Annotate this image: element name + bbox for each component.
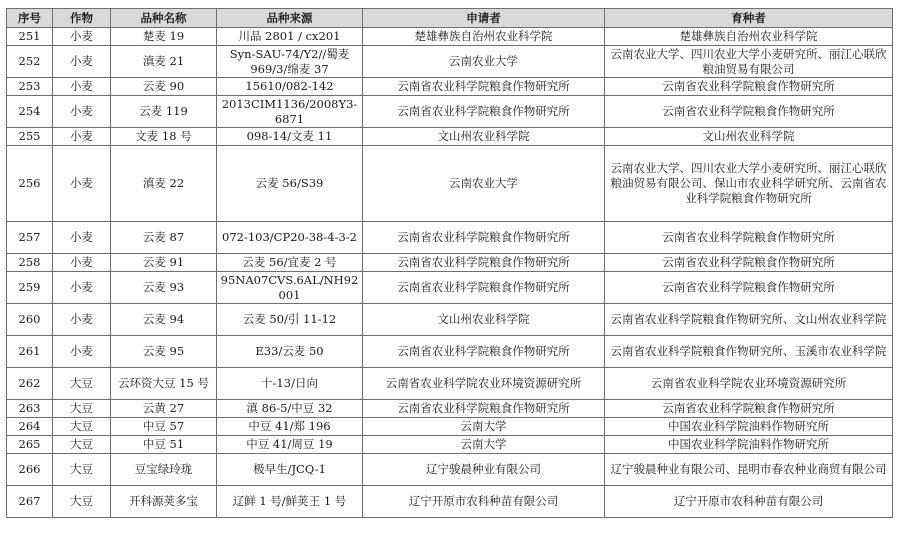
cell-variety: 云麦 119 xyxy=(111,96,217,128)
cell-applicant: 云南省农业科学院粮食作物研究所 xyxy=(363,400,605,418)
cell-variety: 中豆 57 xyxy=(111,418,217,436)
cell-applicant: 云南省农业科学院粮食作物研究所 xyxy=(363,254,605,272)
cell-source: 2013CIM1136/2008Y3-6871 xyxy=(217,96,363,128)
table-row xyxy=(7,486,893,518)
variety-table xyxy=(6,8,893,518)
cell-variety: 云麦 94 xyxy=(111,304,217,336)
cell-source: 滇 86-5/中豆 32 xyxy=(217,400,363,418)
table-row xyxy=(7,400,893,418)
cell-crop: 大豆 xyxy=(53,454,111,486)
cell-crop: 小麦 xyxy=(53,128,111,146)
cell-variety: 开科源荚多宝 xyxy=(111,486,217,518)
cell-applicant: 云南大学 xyxy=(363,436,605,454)
cell-breeder: 云南农业大学、四川农业大学小麦研究所、丽江心联欣粮油贸易有限公司、保山市农业科学研究所、云南省农业科学院粮食作物研究所 xyxy=(605,146,893,222)
cell-no: 261 xyxy=(7,336,53,368)
cell-crop: 大豆 xyxy=(53,418,111,436)
cell-breeder: 云南省农业科学院粮食作物研究所、文山州农业科学院 xyxy=(605,304,893,336)
cell-breeder: 云南省农业科学院粮食作物研究所 xyxy=(605,96,893,128)
cell-applicant: 云南省农业科学院农业环境资源研究所 xyxy=(363,368,605,400)
header-breeder: 育种者 xyxy=(605,9,893,28)
cell-breeder: 云南省农业科学院粮食作物研究所 xyxy=(605,222,893,254)
table-row xyxy=(7,254,893,272)
table-row xyxy=(7,418,893,436)
cell-no: 264 xyxy=(7,418,53,436)
cell-crop: 小麦 xyxy=(53,336,111,368)
header-applicant: 申请者 xyxy=(363,9,605,28)
cell-crop: 小麦 xyxy=(53,272,111,304)
table-row xyxy=(7,28,893,46)
cell-no: 253 xyxy=(7,78,53,96)
cell-no: 251 xyxy=(7,28,53,46)
cell-breeder: 楚雄彝族自治州农业科学院 xyxy=(605,28,893,46)
table-row xyxy=(7,96,893,128)
cell-no: 266 xyxy=(7,454,53,486)
cell-source: 15610/082-142 xyxy=(217,78,363,96)
header-no: 序号 xyxy=(7,9,53,28)
cell-source: 辽鲜 1 号/鲜荚王 1 号 xyxy=(217,486,363,518)
cell-applicant: 云南省农业科学院粮食作物研究所 xyxy=(363,78,605,96)
cell-variety: 楚麦 19 xyxy=(111,28,217,46)
cell-variety: 云黄 27 xyxy=(111,400,217,418)
cell-breeder: 云南农业大学、四川农业大学小麦研究所、丽江心联欣粮油贸易有限公司 xyxy=(605,46,893,78)
cell-no: 262 xyxy=(7,368,53,400)
header-variety: 品种名称 xyxy=(111,9,217,28)
cell-applicant: 云南省农业科学院粮食作物研究所 xyxy=(363,96,605,128)
cell-no: 259 xyxy=(7,272,53,304)
cell-applicant: 文山州农业科学院 xyxy=(363,128,605,146)
cell-crop: 大豆 xyxy=(53,436,111,454)
cell-source: 极早生/JCQ-1 xyxy=(217,454,363,486)
cell-source: 云麦 50/引 11-12 xyxy=(217,304,363,336)
cell-crop: 小麦 xyxy=(53,254,111,272)
cell-breeder: 辽宁骏晨种业有限公司、昆明市春农种业商贸有限公司 xyxy=(605,454,893,486)
cell-breeder: 云南省农业科学院粮食作物研究所 xyxy=(605,400,893,418)
cell-breeder: 文山州农业科学院 xyxy=(605,128,893,146)
cell-variety: 文麦 18 号 xyxy=(111,128,217,146)
table-row xyxy=(7,368,893,400)
cell-variety: 豆宝绿玲珑 xyxy=(111,454,217,486)
cell-applicant: 楚雄彝族自治州农业科学院 xyxy=(363,28,605,46)
cell-no: 267 xyxy=(7,486,53,518)
cell-breeder: 云南省农业科学院粮食作物研究所、玉溪市农业科学院 xyxy=(605,336,893,368)
cell-no: 263 xyxy=(7,400,53,418)
header-crop: 作物 xyxy=(53,9,111,28)
table-row xyxy=(7,78,893,96)
cell-variety: 云麦 87 xyxy=(111,222,217,254)
cell-source: E33/云麦 50 xyxy=(217,336,363,368)
cell-breeder: 云南省农业科学院粮食作物研究所 xyxy=(605,78,893,96)
table-row xyxy=(7,128,893,146)
cell-variety: 云麦 93 xyxy=(111,272,217,304)
cell-source: 十-13/日向 xyxy=(217,368,363,400)
cell-applicant: 云南省农业科学院粮食作物研究所 xyxy=(363,222,605,254)
cell-crop: 小麦 xyxy=(53,78,111,96)
cell-source: 云麦 56/宜麦 2 号 xyxy=(217,254,363,272)
cell-applicant: 云南大学 xyxy=(363,418,605,436)
cell-no: 255 xyxy=(7,128,53,146)
cell-crop: 大豆 xyxy=(53,368,111,400)
cell-source: 中豆 41/郑 196 xyxy=(217,418,363,436)
table-row xyxy=(7,336,893,368)
cell-crop: 大豆 xyxy=(53,400,111,418)
table-row xyxy=(7,436,893,454)
cell-applicant: 辽宁开原市农科种苗有限公司 xyxy=(363,486,605,518)
table-row xyxy=(7,46,893,78)
cell-applicant: 云南省农业科学院粮食作物研究所 xyxy=(363,272,605,304)
cell-variety: 滇麦 21 xyxy=(111,46,217,78)
cell-source: 中豆 41/周豆 19 xyxy=(217,436,363,454)
cell-variety: 滇麦 22 xyxy=(111,146,217,222)
cell-source: Syn-SAU-74/Y2//蜀麦 969/3/绵麦 37 xyxy=(217,46,363,78)
header-source: 品种来源 xyxy=(217,9,363,28)
cell-breeder: 中国农业科学院油料作物研究所 xyxy=(605,436,893,454)
cell-source: 云麦 56/S39 xyxy=(217,146,363,222)
cell-variety: 中豆 51 xyxy=(111,436,217,454)
cell-breeder: 辽宁开原市农科种苗有限公司 xyxy=(605,486,893,518)
cell-applicant: 云南农业大学 xyxy=(363,146,605,222)
cell-no: 252 xyxy=(7,46,53,78)
table-row xyxy=(7,272,893,304)
cell-applicant: 文山州农业科学院 xyxy=(363,304,605,336)
cell-no: 258 xyxy=(7,254,53,272)
cell-crop: 小麦 xyxy=(53,28,111,46)
cell-no: 254 xyxy=(7,96,53,128)
cell-crop: 小麦 xyxy=(53,304,111,336)
cell-variety: 云麦 91 xyxy=(111,254,217,272)
cell-variety: 云环资大豆 15 号 xyxy=(111,368,217,400)
cell-no: 256 xyxy=(7,146,53,222)
cell-crop: 小麦 xyxy=(53,146,111,222)
cell-applicant: 辽宁骏晨种业有限公司 xyxy=(363,454,605,486)
cell-no: 260 xyxy=(7,304,53,336)
cell-crop: 小麦 xyxy=(53,46,111,78)
cell-breeder: 云南省农业科学院粮食作物研究所 xyxy=(605,272,893,304)
cell-applicant: 云南省农业科学院粮食作物研究所 xyxy=(363,336,605,368)
table-row xyxy=(7,304,893,336)
variety-table-container xyxy=(6,8,892,518)
table-row xyxy=(7,146,893,222)
cell-no: 257 xyxy=(7,222,53,254)
cell-variety: 云麦 90 xyxy=(111,78,217,96)
cell-source: 95NA07CVS.6AL/NH92001 xyxy=(217,272,363,304)
cell-crop: 小麦 xyxy=(53,222,111,254)
table-row xyxy=(7,222,893,254)
cell-source: 072-103/CP20-38-4-3-2 xyxy=(217,222,363,254)
table-row xyxy=(7,454,893,486)
cell-crop: 大豆 xyxy=(53,486,111,518)
cell-breeder: 云南省农业科学院粮食作物研究所 xyxy=(605,254,893,272)
cell-applicant: 云南农业大学 xyxy=(363,46,605,78)
cell-crop: 小麦 xyxy=(53,96,111,128)
cell-variety: 云麦 95 xyxy=(111,336,217,368)
cell-no: 265 xyxy=(7,436,53,454)
cell-source: 098-14/文麦 11 xyxy=(217,128,363,146)
cell-source: 川品 2801 / cx201 xyxy=(217,28,363,46)
table-header-row xyxy=(7,9,893,28)
cell-breeder: 中国农业科学院油料作物研究所 xyxy=(605,418,893,436)
cell-breeder: 云南省农业科学院农业环境资源研究所 xyxy=(605,368,893,400)
